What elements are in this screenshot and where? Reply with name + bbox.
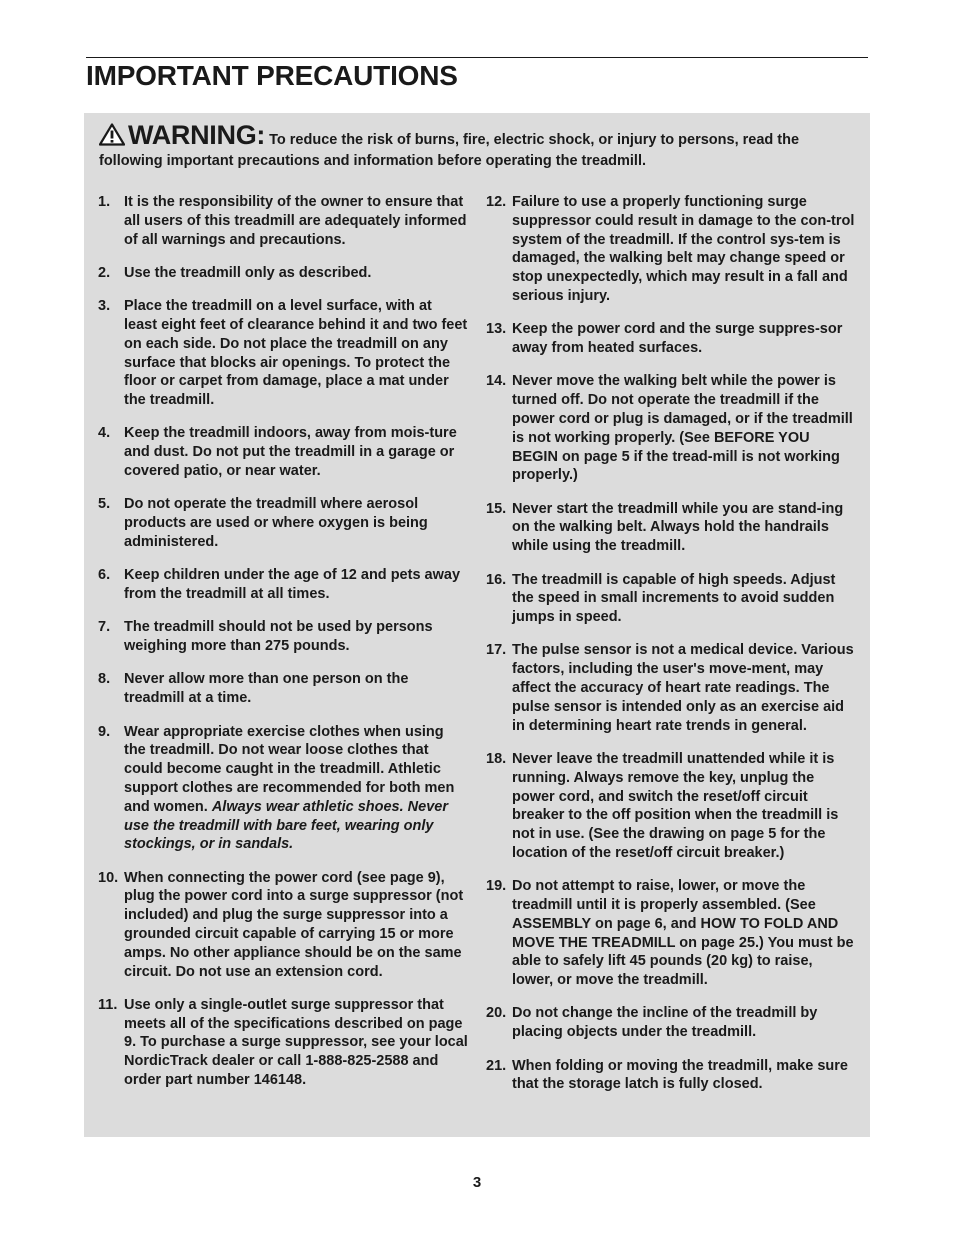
item-number: 9. bbox=[98, 723, 111, 740]
precaution-item bbox=[486, 320, 856, 358]
item-number: 16. bbox=[486, 571, 507, 588]
item-number: 14. bbox=[486, 373, 507, 390]
precaution-item bbox=[98, 670, 468, 708]
item-number: 10. bbox=[98, 869, 119, 886]
warning-text: To reduce the risk of burns, fire, electric shock, or injury to persons, read the following important precautions and information before operating the treadmill. bbox=[99, 132, 800, 169]
precaution-item bbox=[98, 869, 468, 982]
precautions-column-right bbox=[486, 193, 856, 1109]
item-text: Keep the treadmill indoors, away from mois-ture and dust. Do not put the treadmill in a garage or covered patio, or near water. bbox=[124, 425, 457, 480]
item-text: Do not attempt to raise, lower, or move the treadmill until it is properly assembled. (See ASSEMBLY on page 6, and HOW TO FOLD AND MOVE THE TREADMILL on page 25.) You must be able to safely lift 45 pounds (20 kg) to raise, lower, or move the treadmill. bbox=[512, 878, 854, 989]
item-text: Use only a single-outlet surge suppressor that meets all of the specifications described on page 9. To purchase a surge suppressor, see your local NordicTrack dealer or call 1-888-825-2588 and order part number 146148. bbox=[124, 996, 468, 1089]
precaution-item bbox=[98, 495, 468, 551]
item-number: 12. bbox=[486, 194, 507, 210]
item-number: 1. bbox=[98, 194, 111, 210]
precaution-item bbox=[486, 1057, 856, 1095]
page-number: 3 bbox=[472, 1174, 482, 1191]
item-text: When connecting the power cord (see page 9), plug the power cord into a surge suppressor (not included) and plug the surge suppressor into a grounded circuit capable of carrying 15 or more amps. No other appliance should be on the same circuit. Do not use an extension cord. bbox=[124, 869, 464, 980]
item-text: Keep children under the age of 12 and pets away from the treadmill at all times. bbox=[124, 567, 461, 603]
item-number: 6. bbox=[98, 567, 111, 584]
item-text: Never allow more than one person on the treadmill at a time. bbox=[124, 671, 409, 707]
warning-statement bbox=[99, 120, 857, 171]
precaution-item bbox=[486, 193, 856, 306]
item-number: 7. bbox=[98, 619, 111, 636]
precaution-item bbox=[98, 264, 468, 283]
item-text: Failure to use a properly functioning surge suppressor could result in damage to the con-trol system of the treadmill. If the control sys-tem is damaged, the walking belt may change speed or stop unexpectedly, which may result in a fall and serious injury. bbox=[512, 194, 855, 304]
item-number: 15. bbox=[486, 500, 507, 517]
precautions-panel bbox=[84, 113, 870, 1137]
precaution-item bbox=[486, 877, 856, 990]
item-text: Never leave the treadmill unattended while it is running. Always remove the key, unplug the power cord, and switch the reset/off circuit breaker to the off position when the treadmill is not in use. (See the drawing on page 5 for the location of the reset/off circuit breaker.) bbox=[512, 750, 839, 861]
precaution-item bbox=[98, 424, 468, 480]
item-number: 11. bbox=[98, 996, 118, 1013]
item-number: 5. bbox=[98, 496, 111, 513]
item-text: Keep the power cord and the surge suppres-sor away from heated surfaces. bbox=[512, 321, 843, 357]
precaution-item bbox=[486, 750, 856, 863]
warning-word: WARNING: bbox=[128, 120, 266, 150]
item-text: When folding or moving the treadmill, make sure that the storage latch is fully closed. bbox=[512, 1057, 848, 1093]
precaution-item bbox=[486, 500, 856, 556]
item-text: Place the treadmill on a level surface, with at least eight feet of clearance behind it and two feet on each side. Do not place the treadmill on any surface that blocks air openings. To protect the floor or carpet from damage, place a mat under the treadmill. bbox=[124, 298, 468, 409]
item-text: The treadmill is capable of high speeds. Adjust the speed in small increments to avoid sudden jumps in speed. bbox=[512, 571, 836, 626]
precaution-item bbox=[98, 297, 468, 410]
item-text: Never start the treadmill while you are stand-ing on the walking belt. Always hold the handrails while using the treadmill. bbox=[512, 500, 844, 555]
precaution-item bbox=[98, 618, 468, 656]
item-number: 13. bbox=[486, 321, 507, 338]
precaution-item bbox=[486, 372, 856, 485]
item-number: 8. bbox=[98, 671, 111, 688]
item-text: It is the responsibility of the owner to ensure that all users of this treadmill are adequately informed of all warnings and precautions. bbox=[124, 194, 467, 248]
page-title: IMPORTANT PRECAUTIONS bbox=[86, 60, 458, 91]
item-number: 18. bbox=[486, 750, 507, 767]
item-text: Use the treadmill only as described. bbox=[124, 264, 372, 281]
item-text: Never move the walking belt while the power is turned off. Do not operate the treadmill if the power cord or plug is damaged, or if the treadmill is not working properly. (See BEFORE YOU BEGIN on page 5 if the tread-mill is not working properly.) bbox=[512, 373, 853, 484]
precaution-item bbox=[486, 1004, 856, 1042]
precaution-item bbox=[98, 996, 468, 1090]
item-number: 4. bbox=[98, 425, 111, 442]
warning-triangle-icon bbox=[99, 123, 125, 152]
item-number: 2. bbox=[98, 264, 111, 281]
item-text: The treadmill should not be used by persons weighing more than 275 pounds. bbox=[124, 619, 433, 655]
item-number: 19. bbox=[486, 878, 507, 895]
precaution-item bbox=[98, 193, 468, 249]
item-text: The pulse sensor is not a medical device. Various factors, including the user's move-ment, may affect the accuracy of heart rate readings. The pulse sensor is intended only as an exercise aid in determining heart rate trends in general. bbox=[512, 642, 854, 734]
precaution-item bbox=[98, 723, 468, 855]
precautions-column-left bbox=[98, 193, 468, 1104]
item-text: Do not operate the treadmill where aerosol products are used or where oxygen is being administered. bbox=[124, 496, 428, 550]
precaution-item bbox=[486, 641, 856, 735]
item-text: Do not change the incline of the treadmill by placing objects under the treadmill. bbox=[512, 1005, 818, 1041]
item-number: 20. bbox=[486, 1005, 507, 1022]
item-number: 3. bbox=[98, 298, 111, 315]
precaution-item bbox=[98, 566, 468, 604]
item-text: Wear appropriate exercise clothes when using the treadmill. Do not wear loose clothes that could become caught in the treadmill. Athletic support clothes are recommended for both men and women. bbox=[124, 723, 455, 815]
item-number: 21. bbox=[486, 1057, 507, 1074]
header-rule bbox=[86, 57, 868, 58]
item-emphasis: Always wear athletic shoes. Never use the treadmill with bare feet, wearing only stockings, or in sandals. bbox=[124, 798, 448, 853]
precaution-item bbox=[486, 571, 856, 627]
item-number: 17. bbox=[486, 642, 507, 659]
